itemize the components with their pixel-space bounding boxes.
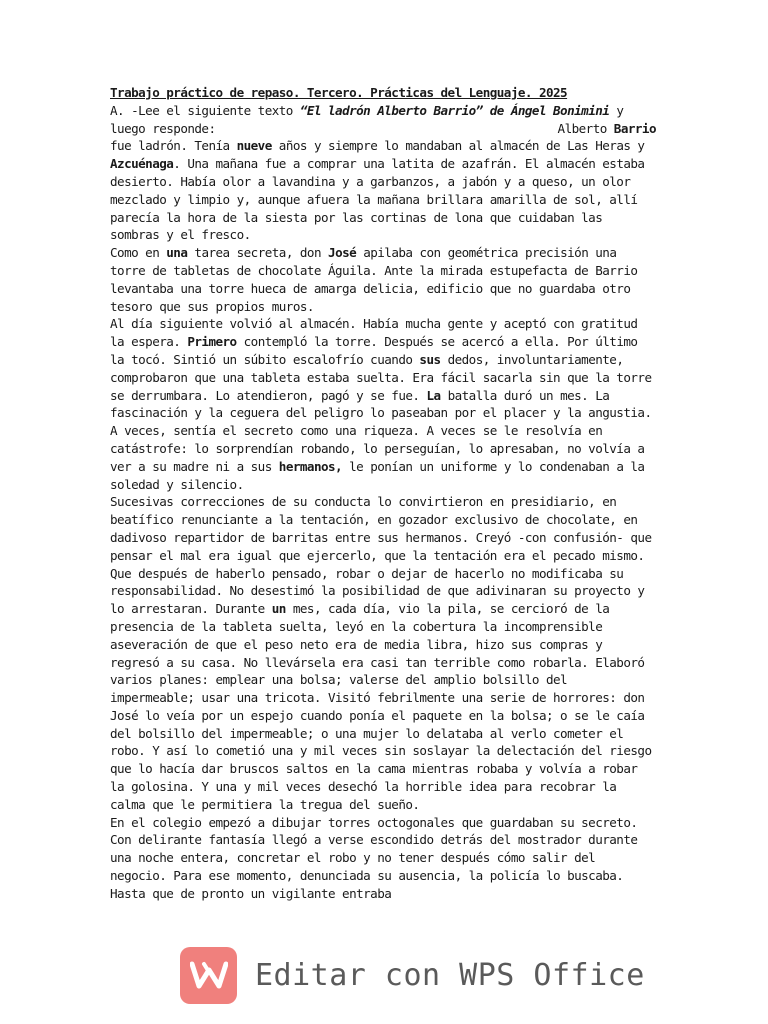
paragraph-1 [110,137,656,244]
wps-watermark-text: Editar con WPS Office [255,957,645,993]
p3-bold-sus: sus [419,351,441,367]
document-body [110,84,656,903]
p2-text-1: tarea secreta, don [187,245,329,261]
p1-text-0: fue ladrón. Tenía [110,138,237,154]
document-title [110,84,656,102]
paragraph-5 [110,814,656,903]
title-text: Trabajo práctico de repaso. Tercero. Prácticas del Lenguaje. 2025 [110,85,568,100]
p2-text-2: apilaba con geométrica precisión una torre de tabletas de chocolate Águila. Ante la mirada estupefacta de Barrio levantaba una torre hueca de amarga delicia, edificio que no guardaba otro tesoro que sus propios muros. [110,245,638,314]
p3-text-4: le ponían un uniforme y lo condenaban a la soledad y silencio. [110,458,645,492]
p2-bold-jose: José [328,245,357,261]
p3-text-2: dedos, involuntariamente, comprobaron que una tableta estaba suelta. Era fácil sacarla sin que la torre se derrumbara. Lo atendieron, pagó y se fue. [110,351,652,403]
p3-bold-hermanos: hermanos, [278,458,343,474]
p1-text-2: . Una mañana fue a comprar una latita de azafrán. El almacén estaba desierto. Había olor a lavandina y a garbanzos, a jabón y a queso, un olor mezclado y limpio y, aunque afuera la mañana brillara amarilla de sol, allí parecía la hora de la siesta por las cortinas de lona que cuidaban las sombras y el fresco. [110,156,645,243]
paragraph-4 [110,493,656,813]
p3-text-3: batalla duró un mes. La fascinación y la ceguera del peligro lo paseaban por el placer y la angustia. A veces, sentía el secreto como una riqueza. A veces se le resolvía en catástrofe: lo sorprendían robando, lo perseguían, lo apresaban, no volvía a ver a su madre ni a sus [110,387,652,474]
p1-bold-nueve: nueve [236,138,272,154]
p3-bold-primero: Primero [187,334,237,350]
work-title: “El ladrón Alberto Barrio” de Ángel Bonimini [299,102,610,118]
instruction-line-2 [110,120,656,138]
wps-logo-icon [180,947,237,1004]
instruction-line [110,102,656,120]
opening-name [558,120,656,138]
wps-watermark[interactable] [180,946,645,1004]
opening-name-last: Barrio [613,120,656,136]
p5-text-0: En el colegio empezó a dibujar torres octogonales que guardaban su secreto. Con delirante fantasía llegó a verse escondido detrás del mostrador durante una noche entera, concretar el robo y no tener después cómo salir del negocio. Para ese momento, denunciada su ausencia, la policía lo buscaba. Hasta que de pronto un vigilante entraba [110,814,638,901]
p3-text-0: Al día siguiente volvió al almacén. Había mucha gente y aceptó con gratitud la espera. [110,316,638,350]
p3-bold-la: La [426,387,441,403]
p4-bold-un: un [271,601,286,617]
p3-text-1: contempló la torre. Después se acercó a ella. Por último la tocó. Sintió un súbito escalofrío cuando [110,334,638,367]
instruction-prefix: A. -Lee el siguiente texto [110,102,300,118]
p4-text-0: Sucesivas correcciones de su conducta lo convirtieron en presidiario, en beatífico renunciante a la tentación, en gozador exclusivo de chocolate, en dadivoso repartidor de barritas entre sus hermanos. Creyó -con confusión- que pensar el mal era igual que ejercerlo, que la tentación era el pecado mismo. Que después de haberlo pensado, robar o dejar de hacerlo no modificaba su responsabilidad. No desestimó la posibilidad de que adivinaran su proyecto y lo arrestaran. Durante [110,494,652,617]
p1-text-1: años y siempre lo mandaban al almacén de Las Heras y [271,138,645,154]
paragraph-2 [110,244,656,315]
p4-text-1: mes, cada día, vio la pila, se cercioró de la presencia de la tableta suelta, leyó en la cobertura la incomprensible aseveración de que el peso neto era de media libra, hizo sus compras y regresó a su casa. No llevársela era casi tan terrible como robarla. Elaboró varios planes: emplear una bolsa; valerse del amplio bolsillo del impermeable; usar una tricota. Visitó febrilmente una serie de horrores: don José lo veía por un espejo cuando ponía el paquete en la bolsa; o se le caía del bolsillo del impermeable; o una mujer lo delataba al verlo cometer el robo. Y así lo cometió una y mil veces sin soslayar la delectación del riesgo que lo hacía dar bruscos saltos en la cama mientras robaba y volvía a robar la golosina. Y una y mil veces desechó la horrible idea para recobrar la calma que le permitiera la tregua del sueño. [110,601,652,812]
paragraph-3 [110,315,656,493]
opening-name-first: Alberto [557,120,614,136]
p2-text-0: Como en [110,245,167,261]
p1-bold-azcuenaga: Azcuénaga [110,156,174,172]
p2-bold-una: una [166,245,188,261]
instruction-respond: luego responde: [110,120,216,136]
instruction-suffix: y [609,102,624,118]
wps-w-icon [190,960,228,990]
